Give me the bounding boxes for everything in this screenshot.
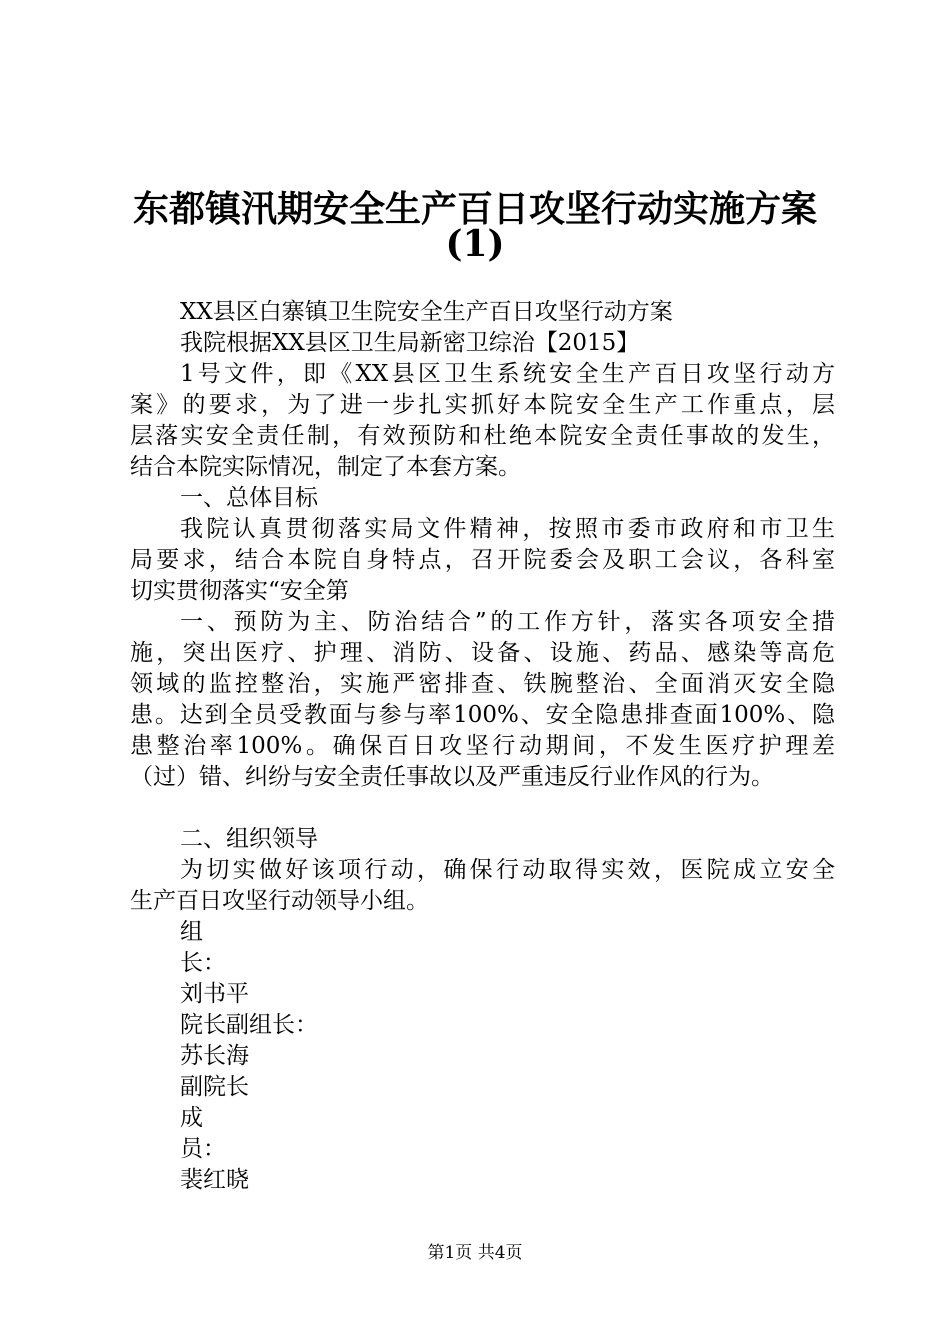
body-line: 为切实做好该项行动，确保行动取得实效，医院成立安全 xyxy=(180,857,835,883)
document-title-line-1: 东都镇汛期安全生产百日攻坚行动实施方案 xyxy=(132,188,817,230)
body-line: 副院长 xyxy=(180,1074,249,1100)
section-heading: 二、组织领导 xyxy=(180,826,318,852)
body-line: 院长副组长： xyxy=(180,1012,318,1038)
body-line: XX县区白寨镇卫生院安全生产百日攻坚行动方案 xyxy=(180,299,673,325)
body-line: 案》的要求，为了进一步扎实抓好本院安全生产工作重点，层 xyxy=(130,392,835,418)
body-line: 患整治率100%。确保百日攻坚行动期间，不发生医疗护理差 xyxy=(130,733,835,759)
body-line: 员： xyxy=(180,1136,226,1162)
body-line: 长： xyxy=(180,950,226,976)
document-body xyxy=(130,297,835,1196)
body-line: 结合本院实际情况，制定了本套方案。 xyxy=(130,454,521,480)
body-line: 苏长海 xyxy=(180,1043,249,1069)
body-line: 局要求，结合本院自身特点，召开院委会及职工会议，各科室 xyxy=(130,547,835,573)
body-line: （过）错、纠纷与安全责任事故以及严重违反行业作风的行为。 xyxy=(130,764,774,790)
body-line: 患。达到全员受教面与参与率100%、安全隐患排查面100%、隐 xyxy=(130,702,835,728)
body-line: 组 xyxy=(180,919,203,945)
body-line: 成 xyxy=(180,1105,203,1131)
page-footer: 第1页 共4页 xyxy=(427,1243,523,1263)
body-line: 一、预防为主、防治结合”的工作方针，落实各项安全措 xyxy=(180,609,835,635)
body-line: 生产百日攻坚行动领导小组。 xyxy=(130,888,429,914)
paragraph-gap xyxy=(130,793,835,824)
body-line: 刘书平 xyxy=(180,981,249,1007)
body-line: 切实贯彻落实“安全第 xyxy=(130,578,349,604)
section-heading: 一、总体目标 xyxy=(180,485,318,511)
body-line: 裴红晓 xyxy=(180,1167,249,1193)
body-line: 1号文件，即《XX县区卫生系统安全生产百日攻坚行动方 xyxy=(180,361,835,387)
body-line: 施，突出医疗、护理、消防、设备、设施、药品、感染等高危 xyxy=(130,640,835,666)
body-line: 我院认真贯彻落实局文件精神，按照市委市政府和市卫生 xyxy=(180,516,835,542)
body-line: 我院根据XX县区卫生局新密卫综治【2015】 xyxy=(180,330,640,356)
document-title-line-2: (1) xyxy=(445,223,505,265)
body-line: 层落实安全责任制，有效预防和杜绝本院安全责任事故的发生， xyxy=(130,423,835,449)
body-line: 领域的监控整治，实施严密排查、铁腕整治、全面消灭安全隐 xyxy=(130,671,835,697)
